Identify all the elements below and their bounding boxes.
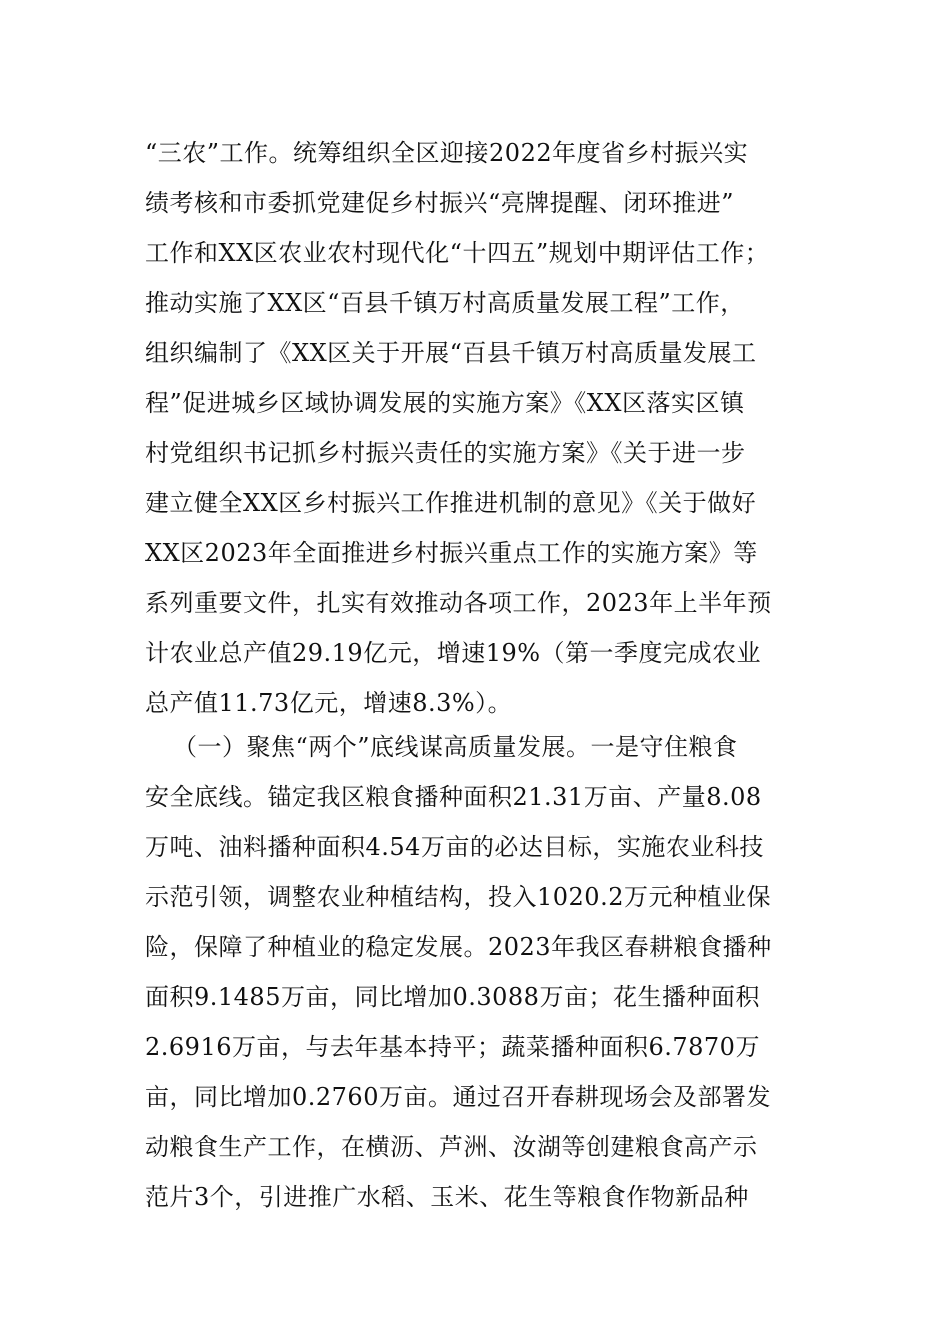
text-line: 万吨、油料播种面积4.54万亩的必达目标，实施农业科技 bbox=[145, 833, 764, 861]
paragraph-2 bbox=[145, 722, 825, 1222]
text-line: 示范引领，调整农业种植结构，投入1020.2万元种植业保 bbox=[145, 883, 771, 911]
text-line: 村党组织书记抓乡村振兴责任的实施方案》《关于进一步 bbox=[145, 439, 746, 467]
text-line: 建立健全XX区乡村振兴工作推进机制的意见》《关于做好 bbox=[145, 489, 757, 517]
text-line: （一）聚焦“两个”底线谋高质量发展。一是守住粮食 bbox=[173, 733, 738, 761]
text-line: 动粮食生产工作，在横沥、芦洲、汝湖等创建粮食高产示 bbox=[145, 1133, 758, 1161]
text-line: 2.6916万亩，与去年基本持平；蔬菜播种面积6.7870万 bbox=[145, 1033, 760, 1061]
text-line: 系列重要文件，扎实有效推动各项工作，2023年上半年预 bbox=[145, 589, 772, 617]
text-line: 工作和XX区农业农村现代化“十四五”规划中期评估工作； bbox=[145, 239, 770, 267]
paragraph-1 bbox=[145, 128, 825, 728]
text-line: 险，保障了种植业的稳定发展。2023年我区春耕粮食播种 bbox=[145, 933, 772, 961]
text-line: 程”促进城乡区域协调发展的实施方案》《XX区落实区镇 bbox=[145, 389, 745, 417]
text-line: 亩，同比增加0.2760万亩。通过召开春耕现场会及部署发 bbox=[145, 1083, 771, 1111]
text-line: 计农业总产值29.19亿元，增速19%（第一季度完成农业 bbox=[145, 639, 762, 667]
text-line: XX区2023年全面推进乡村振兴重点工作的实施方案》等 bbox=[145, 539, 758, 567]
text-line: 推动实施了XX区“百县千镇万村高质量发展工程”工作， bbox=[145, 289, 745, 317]
text-line: 绩考核和市委抓党建促乡村振兴“亮牌提醒、闭环推进” bbox=[145, 189, 735, 217]
text-line: 组织编制了《XX区关于开展“百县千镇万村高质量发展工 bbox=[145, 339, 757, 367]
text-line: 面积9.1485万亩，同比增加0.3088万亩；花生播种面积 bbox=[145, 983, 760, 1011]
text-line: 范片3个，引进推广水稻、玉米、花生等粮食作物新品种 bbox=[145, 1183, 749, 1211]
text-line: “三农”工作。统筹组织全区迎接2022年度省乡村振兴实 bbox=[145, 139, 749, 167]
text-line: 安全底线。锚定我区粮食播种面积21.31万亩、产量8.08 bbox=[145, 783, 762, 811]
text-line: 总产值11.73亿元，增速8.3%）。 bbox=[145, 689, 513, 717]
